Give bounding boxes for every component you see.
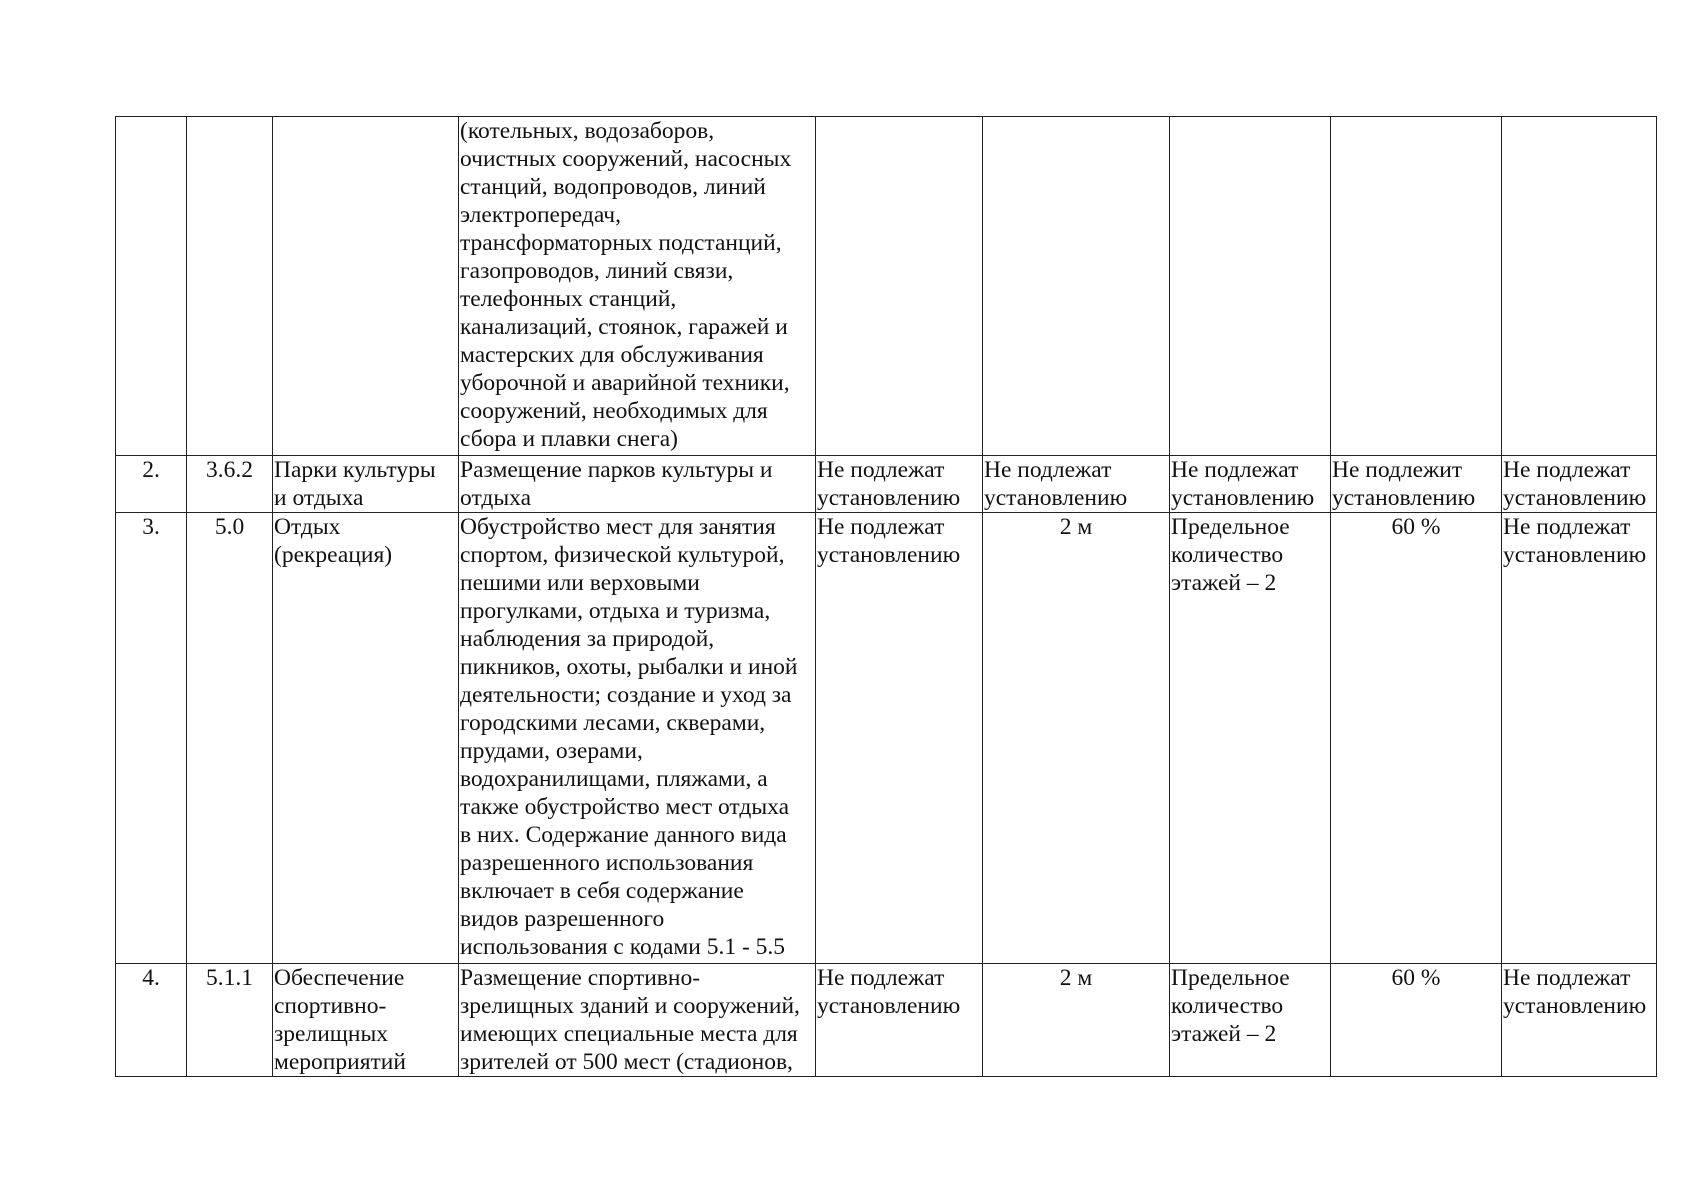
- param-cell: Не подлежат установлению: [1502, 456, 1657, 513]
- table-row: [116, 117, 1657, 456]
- param-cell: Не подлежат установлению: [816, 964, 983, 1077]
- use-name-cell: Парки культуры и отдыха: [273, 456, 459, 513]
- param-cell: 60 %: [1331, 513, 1502, 964]
- row-number-cell: 3.: [116, 513, 187, 964]
- description-cell: Размещение спортивно- зрелищных зданий и сооружений, имеющих специальные места для зрителей от 500 мест (стадионов,: [459, 964, 816, 1077]
- param-cell: 2 м: [983, 513, 1170, 964]
- param-cell: [816, 117, 983, 456]
- description-cell: Обустройство мест для занятия спортом, физической культурой, пешими или верховыми прогулками, отдыха и туризма, наблюдения за природой, пикников, охоты, рыбалки и иной деятельности; создание и уход за городскими лесами, скверами, прудами, озерами, водохранилищами, пляжами, а также обустройство мест отдыха в них. Содержание данного вида разрешенного использования включает в себя содержание видов разрешенного использования с кодами 5.1 - 5.5: [459, 513, 816, 964]
- param-cell: 60 %: [1331, 964, 1502, 1077]
- param-cell: [1170, 117, 1331, 456]
- land-use-regulations-table: [115, 116, 1657, 1077]
- param-cell: [1502, 117, 1657, 456]
- code-cell: 3.6.2: [187, 456, 273, 513]
- param-cell: Не подлежат установлению: [1170, 456, 1331, 513]
- param-cell: Не подлежат установлению: [816, 513, 983, 964]
- param-cell: Предельное количество этажей – 2: [1170, 964, 1331, 1077]
- param-cell: 2 м: [983, 964, 1170, 1077]
- code-cell: 5.0: [187, 513, 273, 964]
- table-row: [116, 964, 1657, 1077]
- use-name-cell: Обеспечение спортивно- зрелищных мероприятий: [273, 964, 459, 1077]
- row-number-cell: 2.: [116, 456, 187, 513]
- use-name-cell: Отдых (рекреация): [273, 513, 459, 964]
- param-cell: [1331, 117, 1502, 456]
- param-cell: Не подлежат установлению: [816, 456, 983, 513]
- row-number-cell: [116, 117, 187, 456]
- param-cell: [983, 117, 1170, 456]
- description-cell: (котельных, водозаборов, очистных сооружений, насосных станций, водопроводов, линий электропередач, трансформаторных подстанций, газопроводов, линий связи, телефонных станций, канализаций, стоянок, гаражей и мастерских для обслуживания уборочной и аварийной техники, сооружений, необходимых для сбора и плавки снега): [459, 117, 816, 456]
- param-cell: Не подлежат установлению: [1502, 513, 1657, 964]
- param-cell: Не подлежат установлению: [983, 456, 1170, 513]
- table-row: [116, 456, 1657, 513]
- code-cell: [187, 117, 273, 456]
- description-cell: Размещение парков культуры и отдыха: [459, 456, 816, 513]
- param-cell: Не подлежат установлению: [1502, 964, 1657, 1077]
- param-cell: Не подлежит установлению: [1331, 456, 1502, 513]
- table-row: [116, 513, 1657, 964]
- param-cell: Предельное количество этажей – 2: [1170, 513, 1331, 964]
- row-number-cell: 4.: [116, 964, 187, 1077]
- code-cell: 5.1.1: [187, 964, 273, 1077]
- use-name-cell: [273, 117, 459, 456]
